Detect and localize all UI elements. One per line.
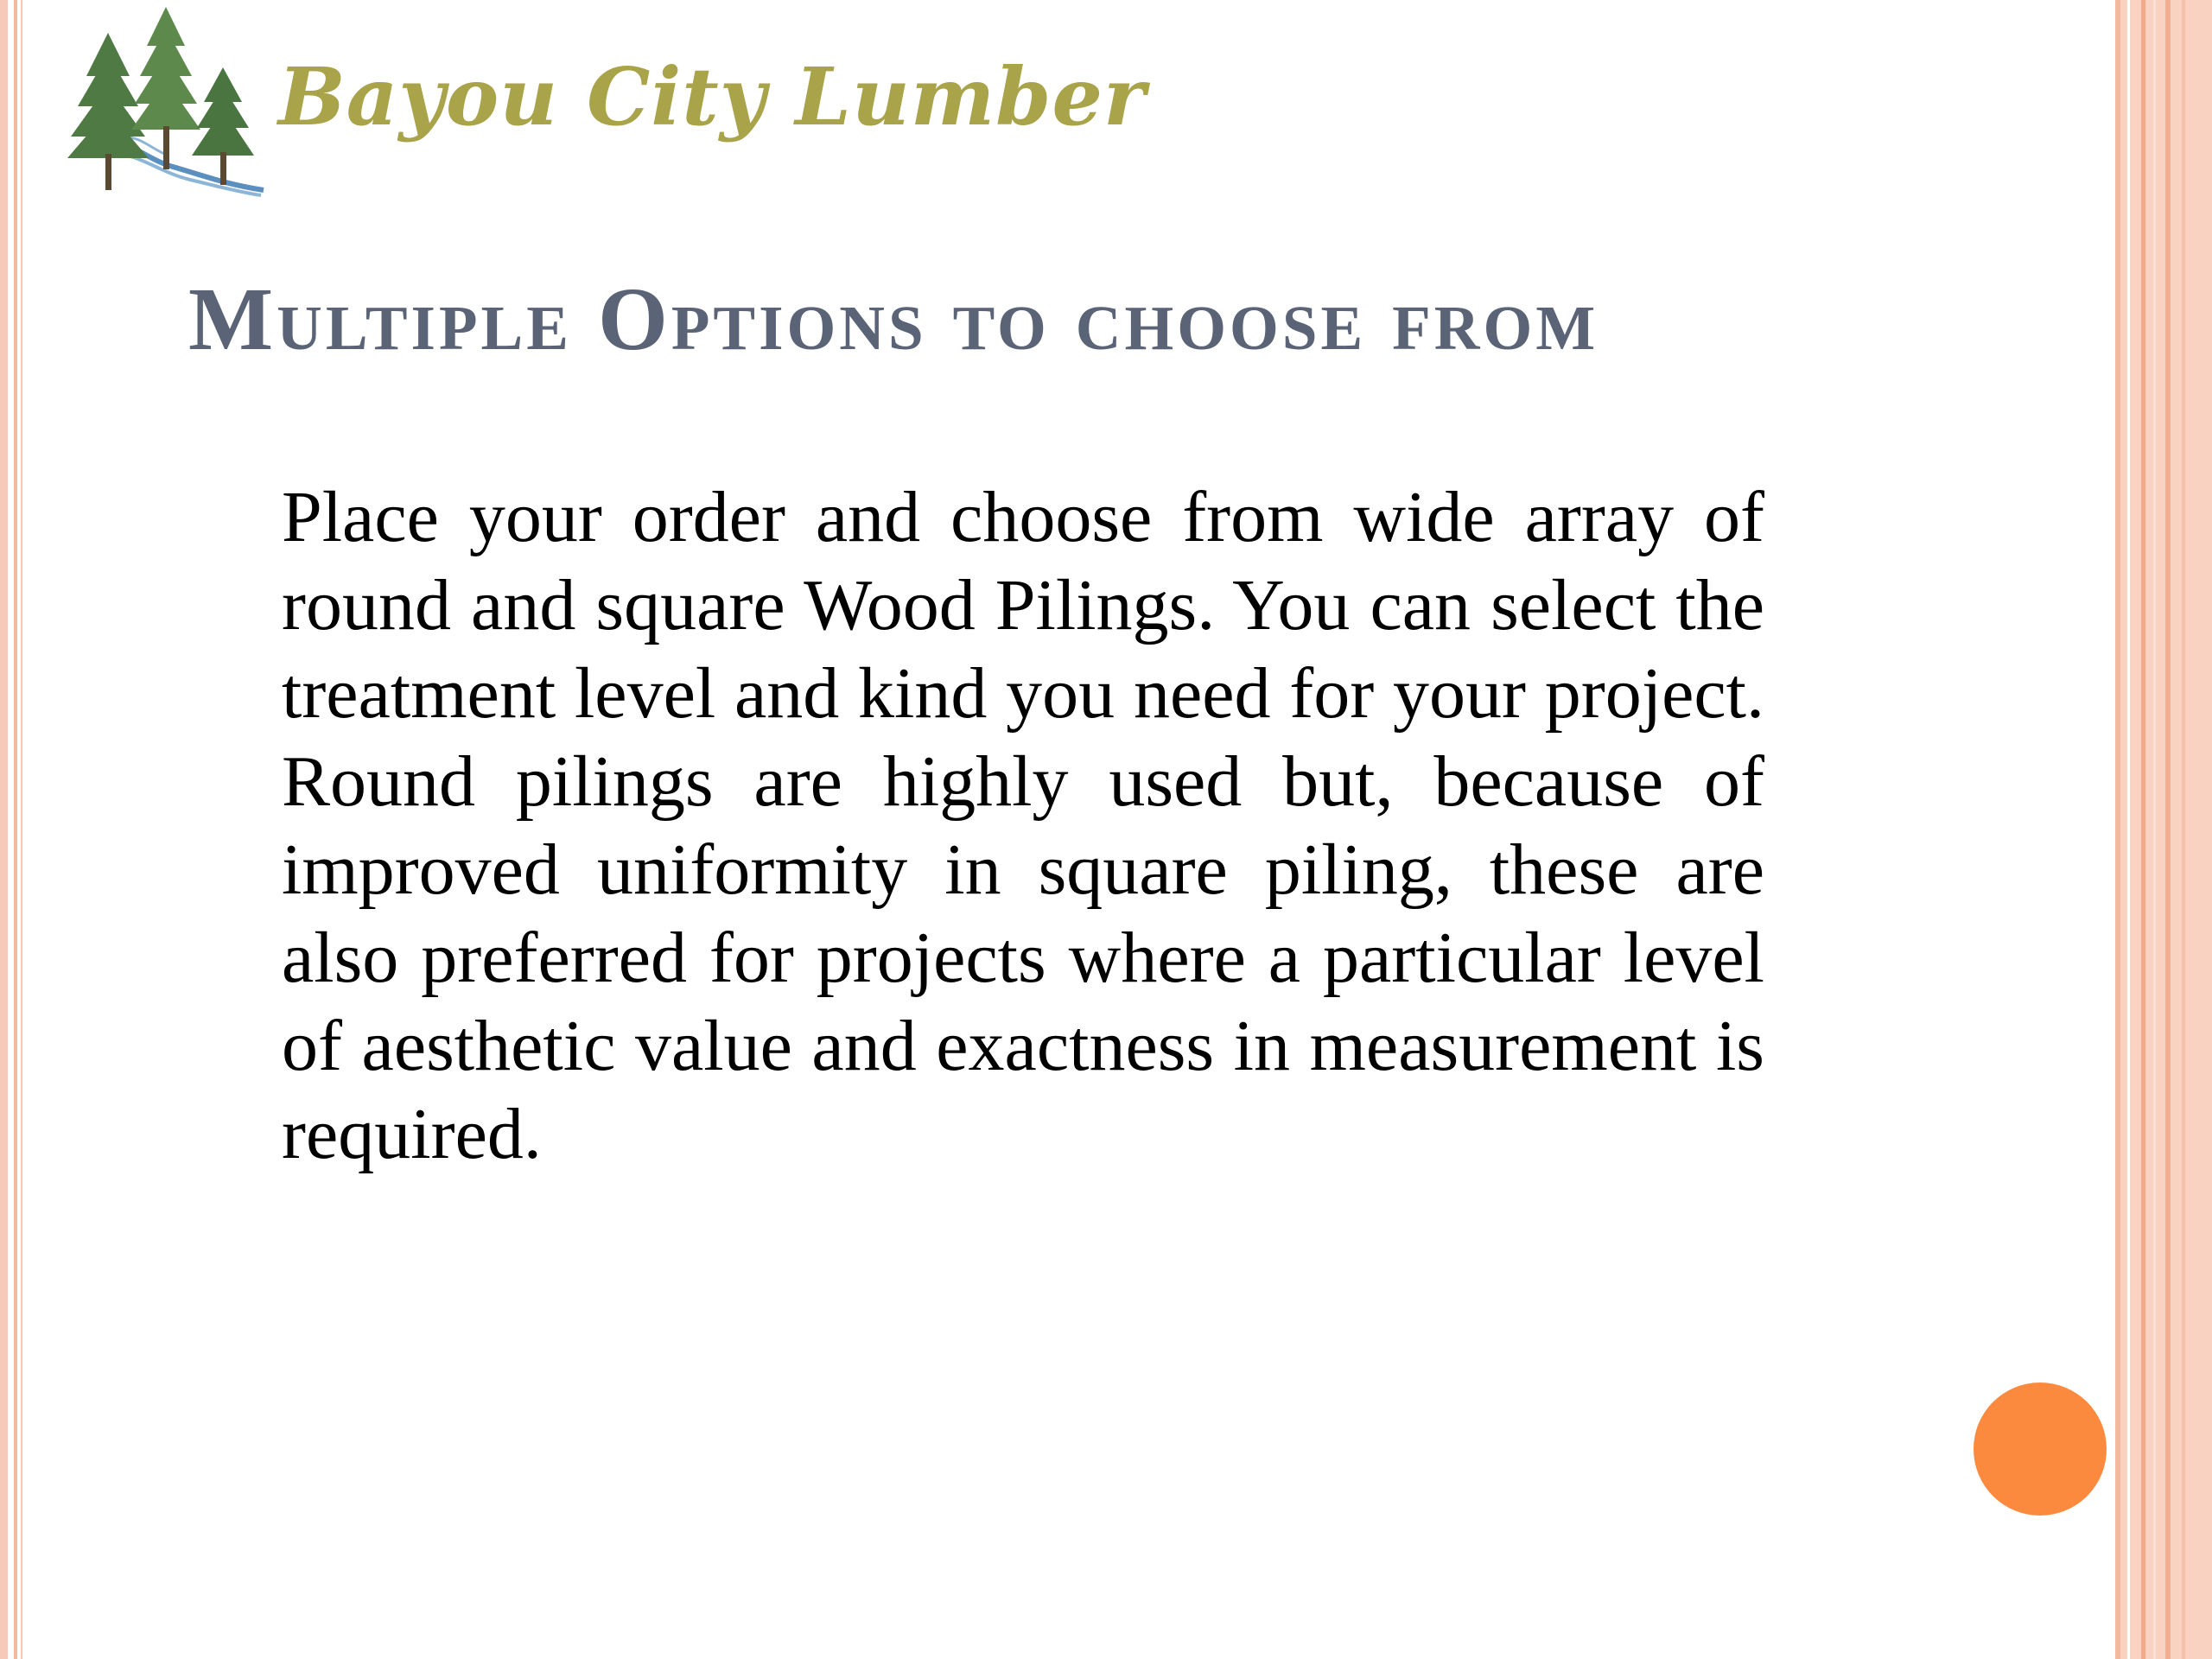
right-border-line <box>2115 0 2120 1659</box>
right-border-line <box>2165 0 2171 1659</box>
right-border-line <box>2127 0 2130 1659</box>
company-logo <box>60 7 1147 201</box>
pine-trees-river-icon <box>60 7 268 201</box>
company-logo-wordmark: Bayou City Lumber <box>278 50 1147 143</box>
right-border-line <box>2153 0 2156 1659</box>
orange-accent-dot <box>1974 1382 2107 1516</box>
left-border-line <box>14 0 17 1659</box>
left-border-line <box>0 0 8 1659</box>
right-border-line <box>2182 0 2185 1659</box>
right-border-line <box>2141 0 2145 1659</box>
slide-body-paragraph: Place your order and choose from wide array of round and square Wood Pilings. You can select the treatment level and kind you need for your project. Round pilings are highly used but, because of improved uniformity in square piling, these are also preferred for projects where a particular level of aesthetic value and exactness in measurement is required. <box>282 477 1764 1174</box>
slide-title: Multiple Options to choose from <box>188 270 1599 369</box>
left-border-line <box>21 0 22 1659</box>
